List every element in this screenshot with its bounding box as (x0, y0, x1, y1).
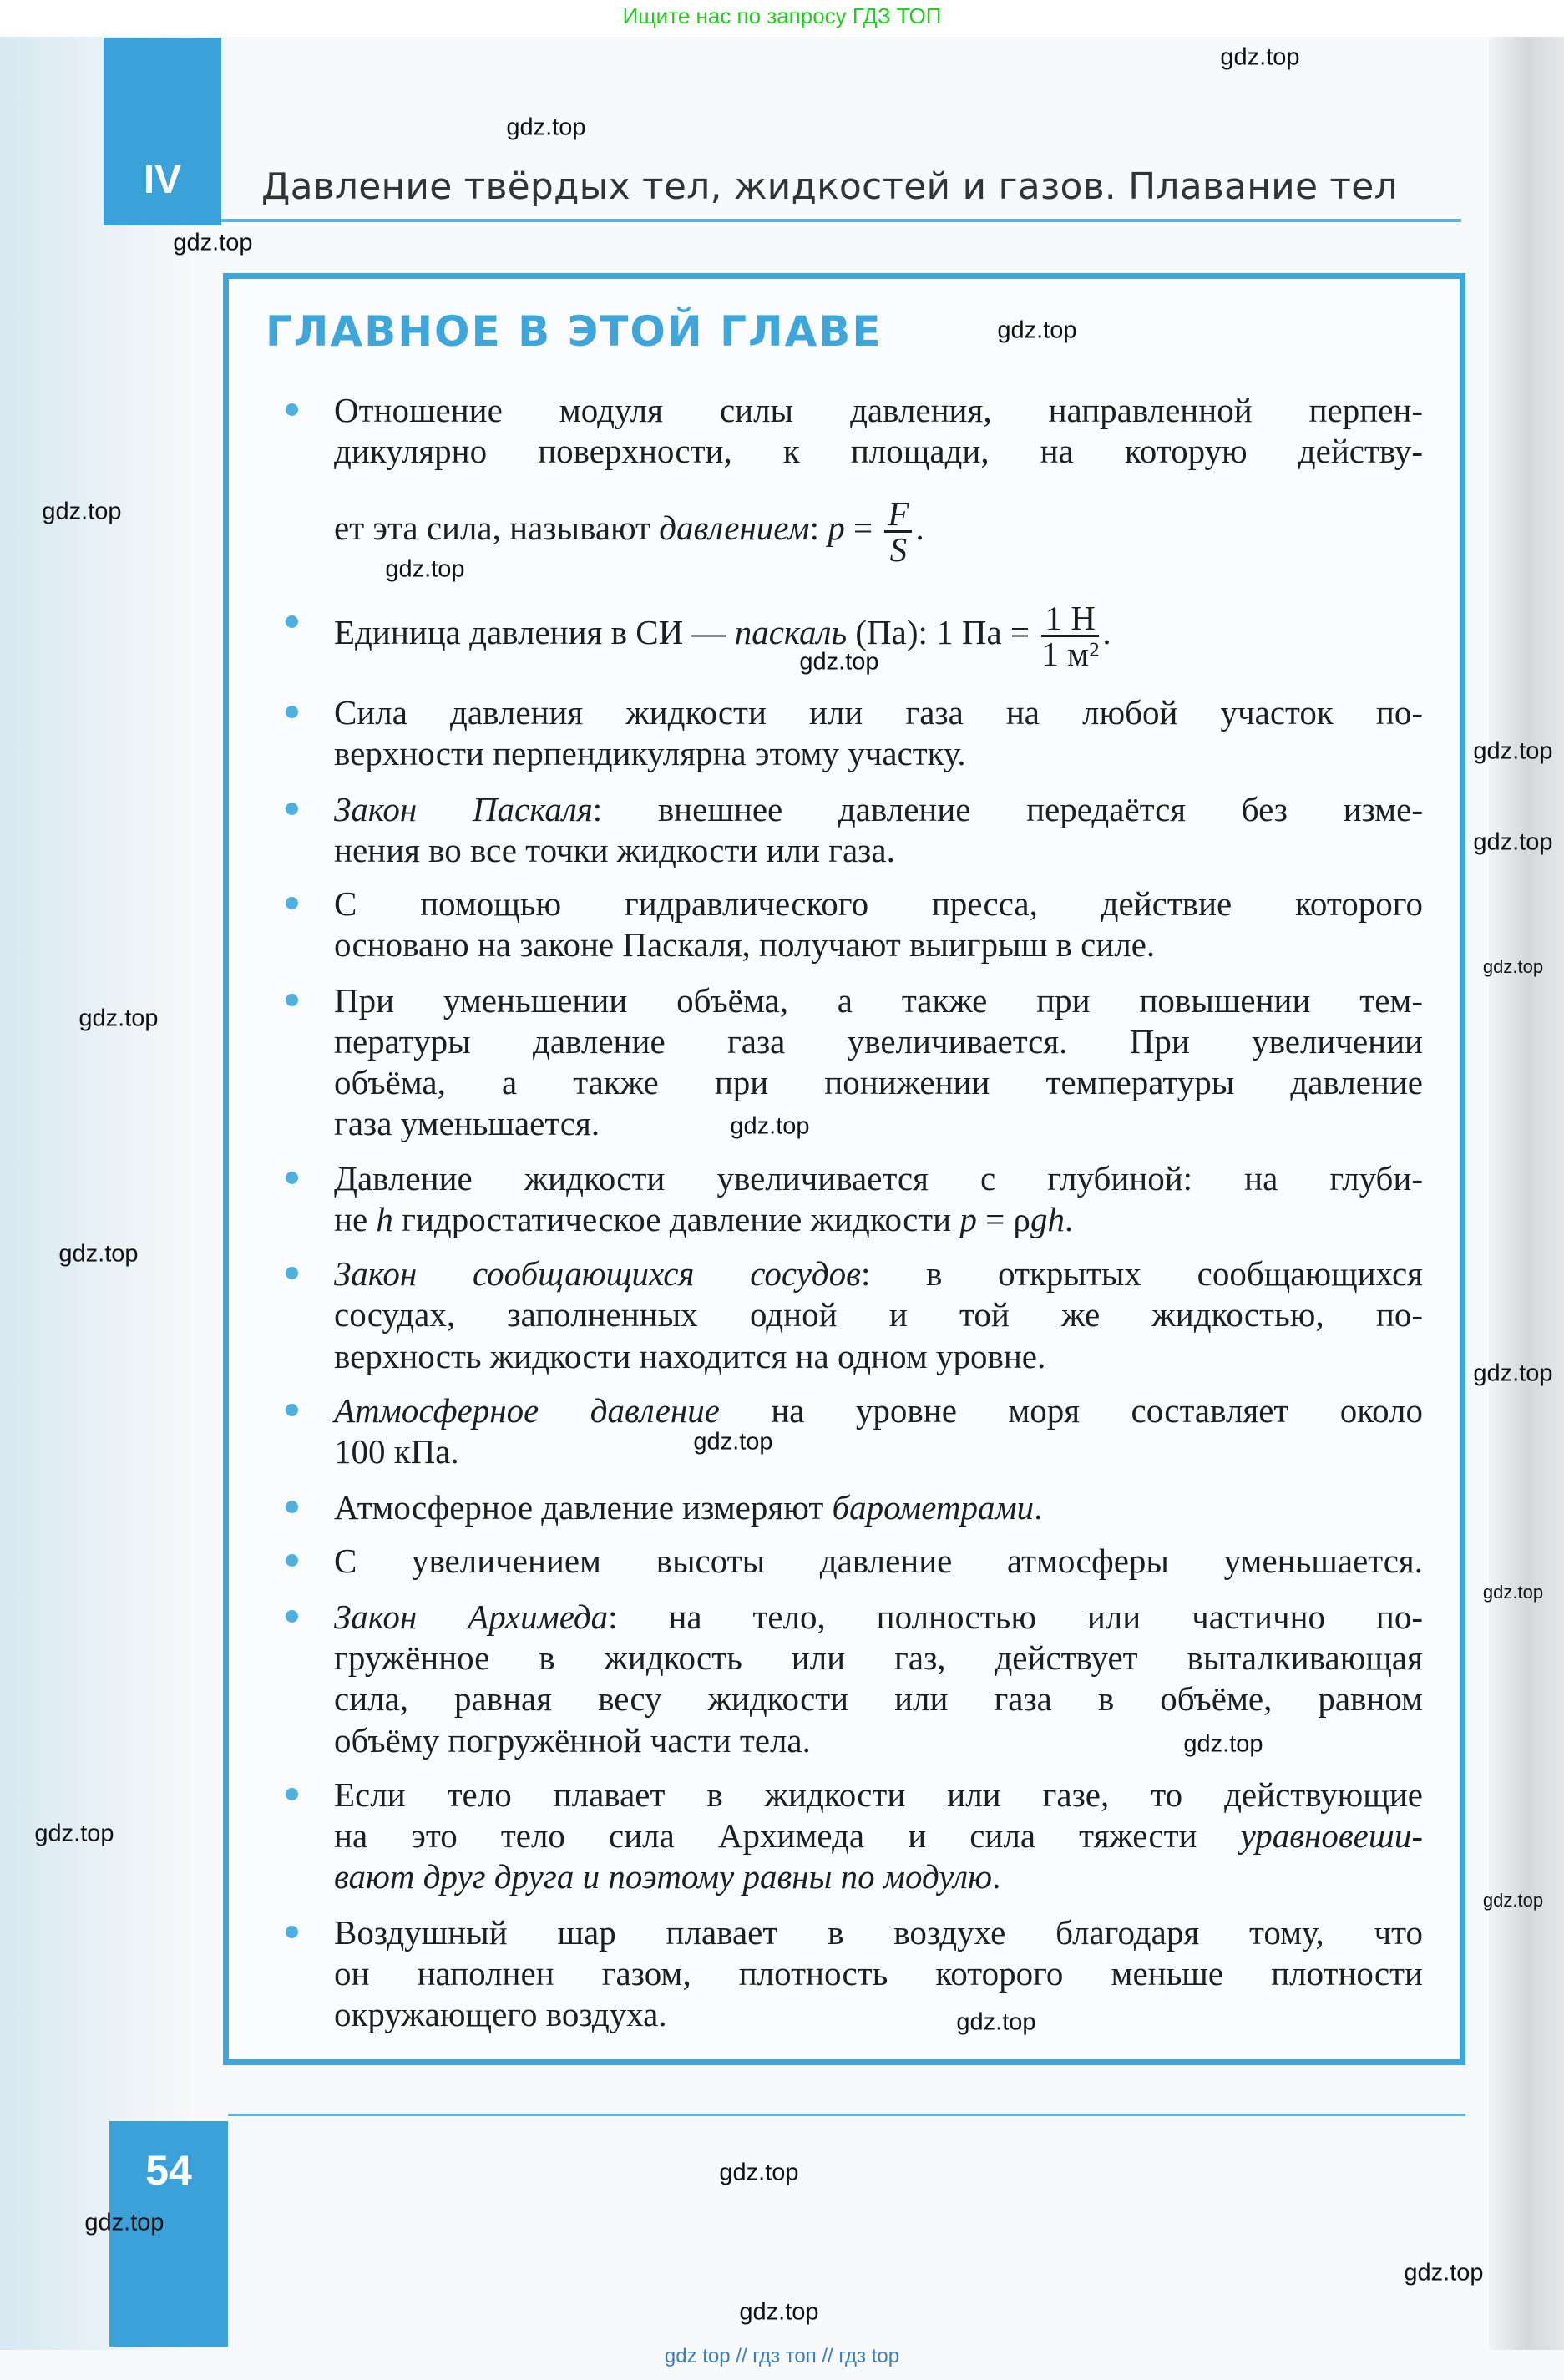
page-left-margin (0, 37, 200, 2350)
bullet-text-line: на это тело сила Архимеда и сила тяжести уравновеши- (334, 1816, 1423, 1855)
watermark: gdz.top (385, 555, 465, 583)
bullet-dot-icon (286, 403, 298, 416)
bullet-dot-icon (286, 994, 298, 1006)
bullet-dot-icon (286, 1610, 298, 1623)
watermark: gdz.top (1482, 1582, 1544, 1603)
page-number: 54 (145, 2147, 192, 2194)
watermark: gdz.top (956, 2008, 1036, 2036)
bullet-text-line: вают друг друга и поэтому равны по модулю. (334, 1857, 1001, 1896)
formula-fraction: $\frac{1 Н}{\text{1 м²}}$ (1041, 599, 1100, 673)
footer-links[interactable]: gdz top // гдз топ // гдз top (664, 2345, 900, 2367)
bullet-text-line: гружённое в жидкость или газ, действует выталкивающая (334, 1638, 1423, 1677)
bullet-text-line: объёму погружённой части тела. (334, 1721, 811, 1760)
bullet-text-line: Атмосферное давление на уровне моря составляет около (334, 1391, 1424, 1430)
bullet-dot-icon (286, 1267, 298, 1279)
bullet-text-line: сосудах, заполненных одной и той же жидкостью, по- (334, 1295, 1423, 1334)
watermark: gdz.top (730, 1112, 810, 1140)
formula-fraction: $\frac{F}{S}$ (884, 497, 912, 566)
bullet-text-line: верхности перпендикулярна этому участку. (334, 734, 966, 772)
bullet-text-line: Сила давления жидкости или газа на любой участок по- (334, 693, 1423, 732)
bullet-text-line: Атмосферное давление измеряют барометрами. (334, 1488, 1043, 1527)
bullet-text-line: Закон сообщающихся сосудов: в открытых сообщающихся (334, 1254, 1423, 1293)
bullet-text-line: пературы давление газа увеличивается. При увеличении (334, 1022, 1423, 1061)
bullet-text-line: Закон Архимеда: на тело, полностью или частично по- (334, 1598, 1423, 1636)
bullet-text-line: не h гидростатическое давление жидкости p = ρgh. (334, 1200, 1074, 1238)
watermark: gdz.top (1183, 1730, 1263, 1758)
watermark: gdz.top (78, 1005, 159, 1032)
bullet-text-line: С увеличением высоты давление атмосферы уменьшается. (334, 1542, 1423, 1580)
page-binding-shadow (1489, 37, 1564, 2350)
bullet-text-line: Единица давления в СИ — паскаль (Па): 1 Па = $\frac{1 Н}{\text{1 м²}}$ . (334, 599, 1111, 673)
watermark: gdz.top (739, 2298, 819, 2326)
bullet-text-line: Давление жидкости увеличивается с глубиной: на глуби- (334, 1159, 1423, 1198)
bullet-text-line: При уменьшении объёма, а также при повышении тем- (334, 981, 1423, 1020)
watermark: gdz.top (799, 648, 879, 676)
watermark: gdz.top (719, 2159, 799, 2186)
watermark: gdz.top (34, 1820, 114, 1847)
chapter-title: Давление твёрдых тел, жидкостей и газов. Плавание тел (261, 165, 1398, 208)
bullet-text-line: сила, равная весу жидкости или газа в объёме, равном (334, 1679, 1423, 1718)
bullet-text-line: Отношение модуля силы давления, направленной перпен- (334, 391, 1423, 429)
bullet-text-line: нения во все точки жидкости или газа. (334, 831, 895, 869)
bullet-text-line: С помощью гидравлического пресса, действие которого (334, 884, 1423, 923)
bullet-text-line: 100 кПа. (334, 1432, 459, 1471)
watermark: gdz.top (997, 316, 1077, 344)
bullet-text-line: основано на законе Паскаля, получают выигрыш в силе. (334, 925, 1156, 964)
bullet-text-line: он наполнен газом, плотность которого меньше плотности (334, 1954, 1423, 1993)
watermark: gdz.top (1473, 1360, 1553, 1387)
bullet-dot-icon (286, 706, 298, 718)
watermark: gdz.top (173, 229, 253, 256)
watermark: gdz.top (693, 1428, 773, 1456)
bullet-dot-icon (286, 1788, 298, 1800)
bullet-dot-icon (286, 803, 298, 815)
bullet-dot-icon (286, 1926, 298, 1938)
bullet-dot-icon (286, 1172, 298, 1184)
bullet-text-line: верхность жидкости находится на одном уровне. (334, 1337, 1046, 1375)
bullet-text-line: объёма, а также при понижении температуры давление (334, 1063, 1423, 1101)
watermark: gdz.top (1473, 737, 1553, 765)
bullet-text-line: ет эта сила, называют давлением: p = $\frac{F}{S}$ . (334, 494, 924, 569)
watermark: gdz.top (84, 2209, 164, 2236)
bullet-dot-icon (286, 1404, 298, 1416)
bullet-text-line: газа уменьшается. (334, 1104, 600, 1142)
bullet-text-line: окружающего воздуха. (334, 1995, 667, 2033)
footer-divider (228, 2114, 1465, 2116)
summary-title: ГЛАВНОЕ В ЭТОЙ ГЛАВЕ (266, 307, 883, 356)
bullet-text-line: дикулярно поверхности, к площади, на которую действу- (334, 432, 1423, 470)
watermark: gdz.top (1473, 828, 1553, 856)
watermark: gdz.top (1220, 43, 1300, 71)
watermark: gdz.top (42, 498, 122, 525)
top-banner[interactable]: Ищите нас по запросу ГДЗ ТОП (622, 3, 942, 28)
bullet-text-line: Если тело плавает в жидкости или газе, то действующие (334, 1775, 1423, 1814)
bullet-dot-icon (286, 897, 298, 909)
bullet-dot-icon (286, 1554, 298, 1567)
bullet-dot-icon (286, 615, 298, 628)
watermark: gdz.top (1482, 956, 1544, 977)
bullet-text-line: Воздушный шар плавает в воздухе благодаря тому, что (334, 1913, 1423, 1952)
watermark: gdz.top (506, 114, 586, 141)
bullet-text-line: Закон Паскаля: внешнее давление передаётся без изме- (334, 790, 1423, 828)
bullet-dot-icon (286, 1501, 298, 1513)
watermark: gdz.top (58, 1240, 139, 1268)
chapter-number: IV (143, 158, 182, 202)
header-divider (221, 219, 1461, 222)
watermark: gdz.top (1404, 2259, 1484, 2286)
watermark: gdz.top (1482, 1890, 1544, 1911)
